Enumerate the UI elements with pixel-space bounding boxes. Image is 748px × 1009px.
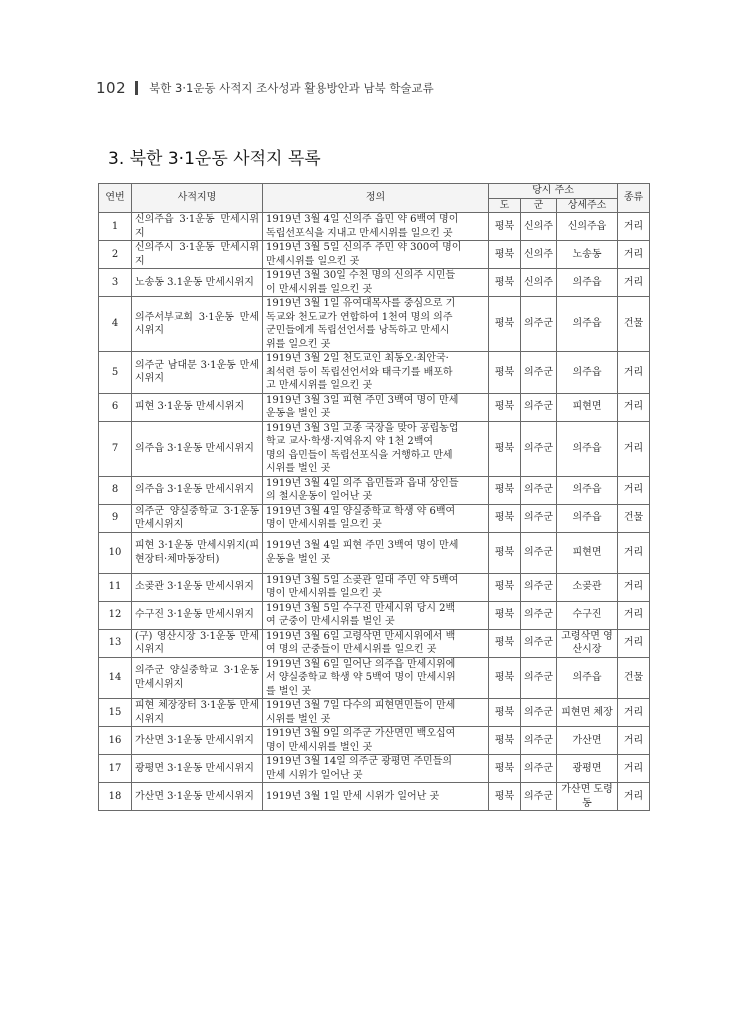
- definition-line: 1919년 3월 5일 수구진 만세시위 당시 2백: [266, 602, 456, 614]
- definition-line: 만세 시위가 일어난 곳: [266, 769, 363, 781]
- cell-no: 17: [99, 755, 132, 783]
- cell-type: 거리: [618, 352, 650, 394]
- cell-site-name: 신의주시 3·1운동 만세시위지: [132, 241, 263, 269]
- table-body: [99, 213, 650, 811]
- cell-do: 평북: [489, 504, 521, 532]
- cell-definition: [263, 573, 489, 601]
- cell-no: 11: [99, 573, 132, 601]
- table-row: [99, 727, 650, 755]
- cell-do: 평북: [489, 629, 521, 657]
- definition-line: 고 만세시위를 일으킨 곳: [266, 380, 373, 391]
- cell-no: 18: [99, 783, 132, 811]
- cell-detail: 의주읍: [557, 476, 618, 504]
- cell-type: 거리: [618, 783, 650, 811]
- cell-detail: 의주읍: [557, 504, 618, 532]
- definition-line: 1919년 3월 4일 신의주 읍민 약 6백여 명이: [266, 214, 459, 225]
- cell-detail: 의주읍: [557, 269, 618, 297]
- cell-no: 12: [99, 601, 132, 629]
- cell-gun: 신의주: [521, 213, 557, 241]
- cell-site-name: 노송동 3.1운동 만세시위지: [132, 269, 263, 297]
- definition-line: 1919년 3월 6일 일어난 의주읍 만세시위에: [266, 658, 456, 670]
- definition-line: 1919년 3월 7일 다수의 피현면민들이 만세: [266, 700, 456, 711]
- cell-type: 거리: [618, 755, 650, 783]
- definition-line: 의 철시운동이 일어난 곳: [266, 491, 373, 502]
- table-row: [99, 657, 650, 699]
- cell-detail: 의주읍: [557, 421, 618, 476]
- cell-definition: [263, 532, 489, 573]
- cell-do: 평북: [489, 657, 521, 699]
- cell-gun: 의주군: [521, 699, 557, 727]
- header-site: 사적지명: [132, 184, 263, 213]
- cell-site-name: 가산면 3·1운동 만세시위지: [132, 783, 263, 811]
- cell-do: 평북: [489, 476, 521, 504]
- definition-line: 1919년 3월 4일 피현 주민 3백여 명이 만세: [266, 540, 459, 551]
- definition-line: 명이 만세시위를 벌인 곳: [266, 741, 373, 753]
- cell-no: 13: [99, 629, 132, 657]
- definition-line: 1919년 3월 1일 유여대목사를 중심으로 기: [266, 298, 456, 309]
- header-no: 연번: [99, 184, 132, 213]
- table-row: [99, 269, 650, 297]
- definition-line: 1919년 3월 3일 피현 주민 3백여 명이 만세: [266, 394, 459, 406]
- cell-detail: 광평면: [557, 755, 618, 783]
- cell-gun: 의주군: [521, 504, 557, 532]
- cell-gun: 신의주: [521, 241, 557, 269]
- table-row: [99, 241, 650, 269]
- cell-no: 7: [99, 421, 132, 476]
- cell-do: 평북: [489, 421, 521, 476]
- cell-detail: 피현면: [557, 532, 618, 573]
- cell-definition: [263, 504, 489, 532]
- definition-line: 명의 읍민들이 독립선포식을 거행하고 만세: [266, 449, 453, 461]
- definition-line: 독교와 천도교가 연합하여 1천여 명의 의주: [266, 311, 453, 323]
- definition-line: 1919년 3월 9일 의주군 가산면민 백오십여: [266, 728, 456, 739]
- definition-line: 1919년 3월 30일 수천 명의 신의주 시민들: [266, 270, 456, 281]
- cell-detail: 신의주읍: [557, 213, 618, 241]
- cell-type: 건물: [618, 504, 650, 532]
- cell-site-name: 소곶관 3·1운동 만세시위지: [132, 573, 263, 601]
- definition-line: 1919년 3월 3일 고종 국장을 맞아 공립농업: [266, 422, 459, 434]
- cell-gun: 의주군: [521, 297, 557, 352]
- cell-no: 15: [99, 699, 132, 727]
- cell-definition: [263, 783, 489, 811]
- running-title: 북한 3·1운동 사적지 조사성과 활용방안과 남북 학술교류: [149, 81, 434, 95]
- cell-detail: 가산면: [557, 727, 618, 755]
- definition-line: 1919년 3월 5일 신의주 주민 약 300여 명이: [266, 242, 462, 253]
- cell-type: 거리: [618, 629, 650, 657]
- cell-type: 거리: [618, 699, 650, 727]
- definition-line: 시위를 벌인 곳: [266, 463, 331, 474]
- cell-no: 1: [99, 213, 132, 241]
- table-row: [99, 601, 650, 629]
- table-row: [99, 421, 650, 476]
- definition-line: 학교 교사·학생·지역유지 약 1천 2백여: [266, 436, 434, 447]
- cell-type: 거리: [618, 393, 650, 421]
- table-row: [99, 532, 650, 573]
- header-type: 종류: [618, 184, 650, 213]
- table-row: [99, 783, 650, 811]
- table-row: [99, 629, 650, 657]
- table-row: [99, 393, 650, 421]
- cell-type: 건물: [618, 657, 650, 699]
- table-row: [99, 699, 650, 727]
- definition-line: 시위를 벌인 곳: [266, 713, 331, 725]
- definition-line: 군민들에게 독립선언서를 낭독하고 만세시: [266, 325, 450, 336]
- cell-site-name: 피현 체장장터 3·1운동 만세시위지: [132, 699, 263, 727]
- cell-definition: [263, 657, 489, 699]
- cell-definition: [263, 269, 489, 297]
- cell-gun: 의주군: [521, 421, 557, 476]
- cell-gun: 의주군: [521, 352, 557, 394]
- cell-do: 평북: [489, 213, 521, 241]
- cell-site-name: 의주읍 3·1운동 만세시위지: [132, 476, 263, 504]
- cell-do: 평북: [489, 532, 521, 573]
- cell-definition: [263, 421, 489, 476]
- cell-definition: [263, 297, 489, 352]
- definition-line: 위를 일으킨 곳: [266, 338, 331, 350]
- cell-site-name: 신의주읍 3·1운동 만세시위지: [132, 213, 263, 241]
- definition-line: 1919년 3월 4일 양실중학교 학생 약 6백여: [266, 505, 456, 517]
- cell-definition: [263, 352, 489, 394]
- definition-line: 운동을 벌인 곳: [266, 553, 331, 565]
- cell-do: 평북: [489, 783, 521, 811]
- table-row: [99, 352, 650, 394]
- table-row: [99, 504, 650, 532]
- cell-detail: 수구진: [557, 601, 618, 629]
- cell-gun: 의주군: [521, 629, 557, 657]
- definition-line: 명이 만세시위를 일으킨 곳: [266, 519, 382, 530]
- cell-no: 4: [99, 297, 132, 352]
- cell-site-name: 의주서부교회 3·1운동 만세시위지: [132, 297, 263, 352]
- definition-line: 명이 만세시위를 일으킨 곳: [266, 588, 382, 599]
- cell-no: 3: [99, 269, 132, 297]
- definition-line: 1919년 3월 14일 의주군 광평면 주민들의: [266, 756, 453, 767]
- cell-definition: [263, 476, 489, 504]
- cell-definition: [263, 699, 489, 727]
- cell-site-name: (구) 영산시장 3·1운동 만세시위지: [132, 629, 263, 657]
- cell-detail: 의주읍: [557, 352, 618, 394]
- cell-gun: 의주군: [521, 601, 557, 629]
- definition-line: 1919년 3월 5일 소곶관 일대 주민 약 5백여: [266, 574, 459, 586]
- cell-site-name: 의주읍 3·1운동 만세시위지: [132, 421, 263, 476]
- definition-line: 운동을 벌인 곳: [266, 408, 331, 419]
- cell-do: 평북: [489, 241, 521, 269]
- cell-type: 거리: [618, 269, 650, 297]
- definition-line: 만세시위를 일으킨 곳: [266, 255, 360, 267]
- definition-line: 를 벌인 곳: [266, 685, 311, 697]
- cell-do: 평북: [489, 601, 521, 629]
- header-address: 당시 주소: [489, 184, 618, 199]
- cell-do: 평북: [489, 573, 521, 601]
- cell-site-name: 광평면 3·1운동 만세시위지: [132, 755, 263, 783]
- cell-site-name: 의주군 양실중학교 3·1운동 만세시위지: [132, 657, 263, 699]
- definition-line: 1919년 3월 6일 고령삭면 만세시위에서 백: [266, 630, 456, 642]
- cell-type: 거리: [618, 601, 650, 629]
- cell-detail: 피현면 체장: [557, 699, 618, 727]
- definition-line: 이 만세시위를 일으킨 곳: [266, 283, 373, 295]
- cell-do: 평북: [489, 352, 521, 394]
- cell-site-name: 의주군 남대문 3·1운동 만세시위지: [132, 352, 263, 394]
- cell-no: 10: [99, 532, 132, 573]
- table-row: [99, 573, 650, 601]
- running-header: [96, 79, 434, 97]
- cell-gun: 의주군: [521, 393, 557, 421]
- header-divider: [135, 81, 138, 95]
- cell-definition: [263, 755, 489, 783]
- cell-site-name: 피현 3·1운동 만세시위지(피현장터·체마동장터): [132, 532, 263, 573]
- cell-site-name: 의주군 양실중학교 3·1운동 만세시위지: [132, 504, 263, 532]
- cell-definition: [263, 241, 489, 269]
- cell-definition: [263, 601, 489, 629]
- cell-type: 건물: [618, 297, 650, 352]
- cell-do: 평북: [489, 393, 521, 421]
- cell-type: 거리: [618, 573, 650, 601]
- cell-no: 9: [99, 504, 132, 532]
- cell-do: 평북: [489, 755, 521, 783]
- table-row: [99, 476, 650, 504]
- cell-gun: 의주군: [521, 573, 557, 601]
- definition-line: 여 명의 군중들이 만세시위를 일으킨 곳: [266, 644, 437, 655]
- cell-detail: 노송동: [557, 241, 618, 269]
- cell-gun: 의주군: [521, 755, 557, 783]
- cell-detail: 의주읍: [557, 657, 618, 699]
- cell-definition: [263, 629, 489, 657]
- cell-type: 거리: [618, 476, 650, 504]
- table-row: [99, 297, 650, 352]
- cell-gun: 의주군: [521, 727, 557, 755]
- page-number: 102: [96, 79, 127, 97]
- cell-no: 6: [99, 393, 132, 421]
- header-definition: 정의: [263, 184, 489, 213]
- table-row: [99, 755, 650, 783]
- site-list-table: [98, 183, 650, 811]
- header-do: 도: [489, 198, 521, 213]
- cell-no: 16: [99, 727, 132, 755]
- definition-line: 독립선포식을 지내고 만세시위를 일으킨 곳: [266, 227, 453, 239]
- definition-line: 1919년 3월 4일 의주 읍민들과 읍내 상인들: [266, 477, 459, 489]
- table-row: [99, 213, 650, 241]
- cell-no: 5: [99, 352, 132, 394]
- cell-definition: [263, 393, 489, 421]
- cell-no: 2: [99, 241, 132, 269]
- cell-no: 14: [99, 657, 132, 699]
- cell-detail: 가산면 도령동: [557, 783, 618, 811]
- cell-site-name: 가산면 3·1운동 만세시위지: [132, 727, 263, 755]
- cell-detail: 소곶관: [557, 573, 618, 601]
- cell-no: 8: [99, 476, 132, 504]
- definition-line: 1919년 3월 2일 천도교인 최동오·최안국·: [266, 353, 449, 364]
- cell-detail: 의주읍: [557, 297, 618, 352]
- cell-gun: 의주군: [521, 476, 557, 504]
- cell-gun: 의주군: [521, 783, 557, 811]
- cell-site-name: 수구진 3·1운동 만세시위지: [132, 601, 263, 629]
- definition-line: 여 군중이 만세시위를 벌인 곳: [266, 616, 395, 627]
- cell-type: 거리: [618, 213, 650, 241]
- cell-do: 평북: [489, 297, 521, 352]
- definition-line: 1919년 3월 1일 만세 시위가 일어난 곳: [266, 790, 440, 802]
- cell-do: 평북: [489, 699, 521, 727]
- cell-detail: 고령삭면 영산시장: [557, 629, 618, 657]
- cell-gun: 신의주: [521, 269, 557, 297]
- cell-type: 거리: [618, 532, 650, 573]
- cell-gun: 의주군: [521, 657, 557, 699]
- definition-line: 서 양실중학교 학생 약 5백여 명이 만세시위: [266, 672, 456, 683]
- cell-type: 거리: [618, 241, 650, 269]
- table-header: [99, 184, 650, 213]
- cell-definition: [263, 213, 489, 241]
- cell-type: 거리: [618, 727, 650, 755]
- cell-site-name: 피현 3·1운동 만세시위지: [132, 393, 263, 421]
- cell-type: 거리: [618, 421, 650, 476]
- cell-do: 평북: [489, 727, 521, 755]
- cell-do: 평북: [489, 269, 521, 297]
- cell-detail: 피현면: [557, 393, 618, 421]
- definition-line: 최석련 등이 독립선언서와 태극기를 배포하: [266, 366, 453, 378]
- section-title: 3. 북한 3·1운동 사적지 목록: [108, 149, 321, 169]
- header-detail: 상세주소: [557, 198, 618, 213]
- cell-definition: [263, 727, 489, 755]
- header-gun: 군: [521, 198, 557, 213]
- cell-gun: 의주군: [521, 532, 557, 573]
